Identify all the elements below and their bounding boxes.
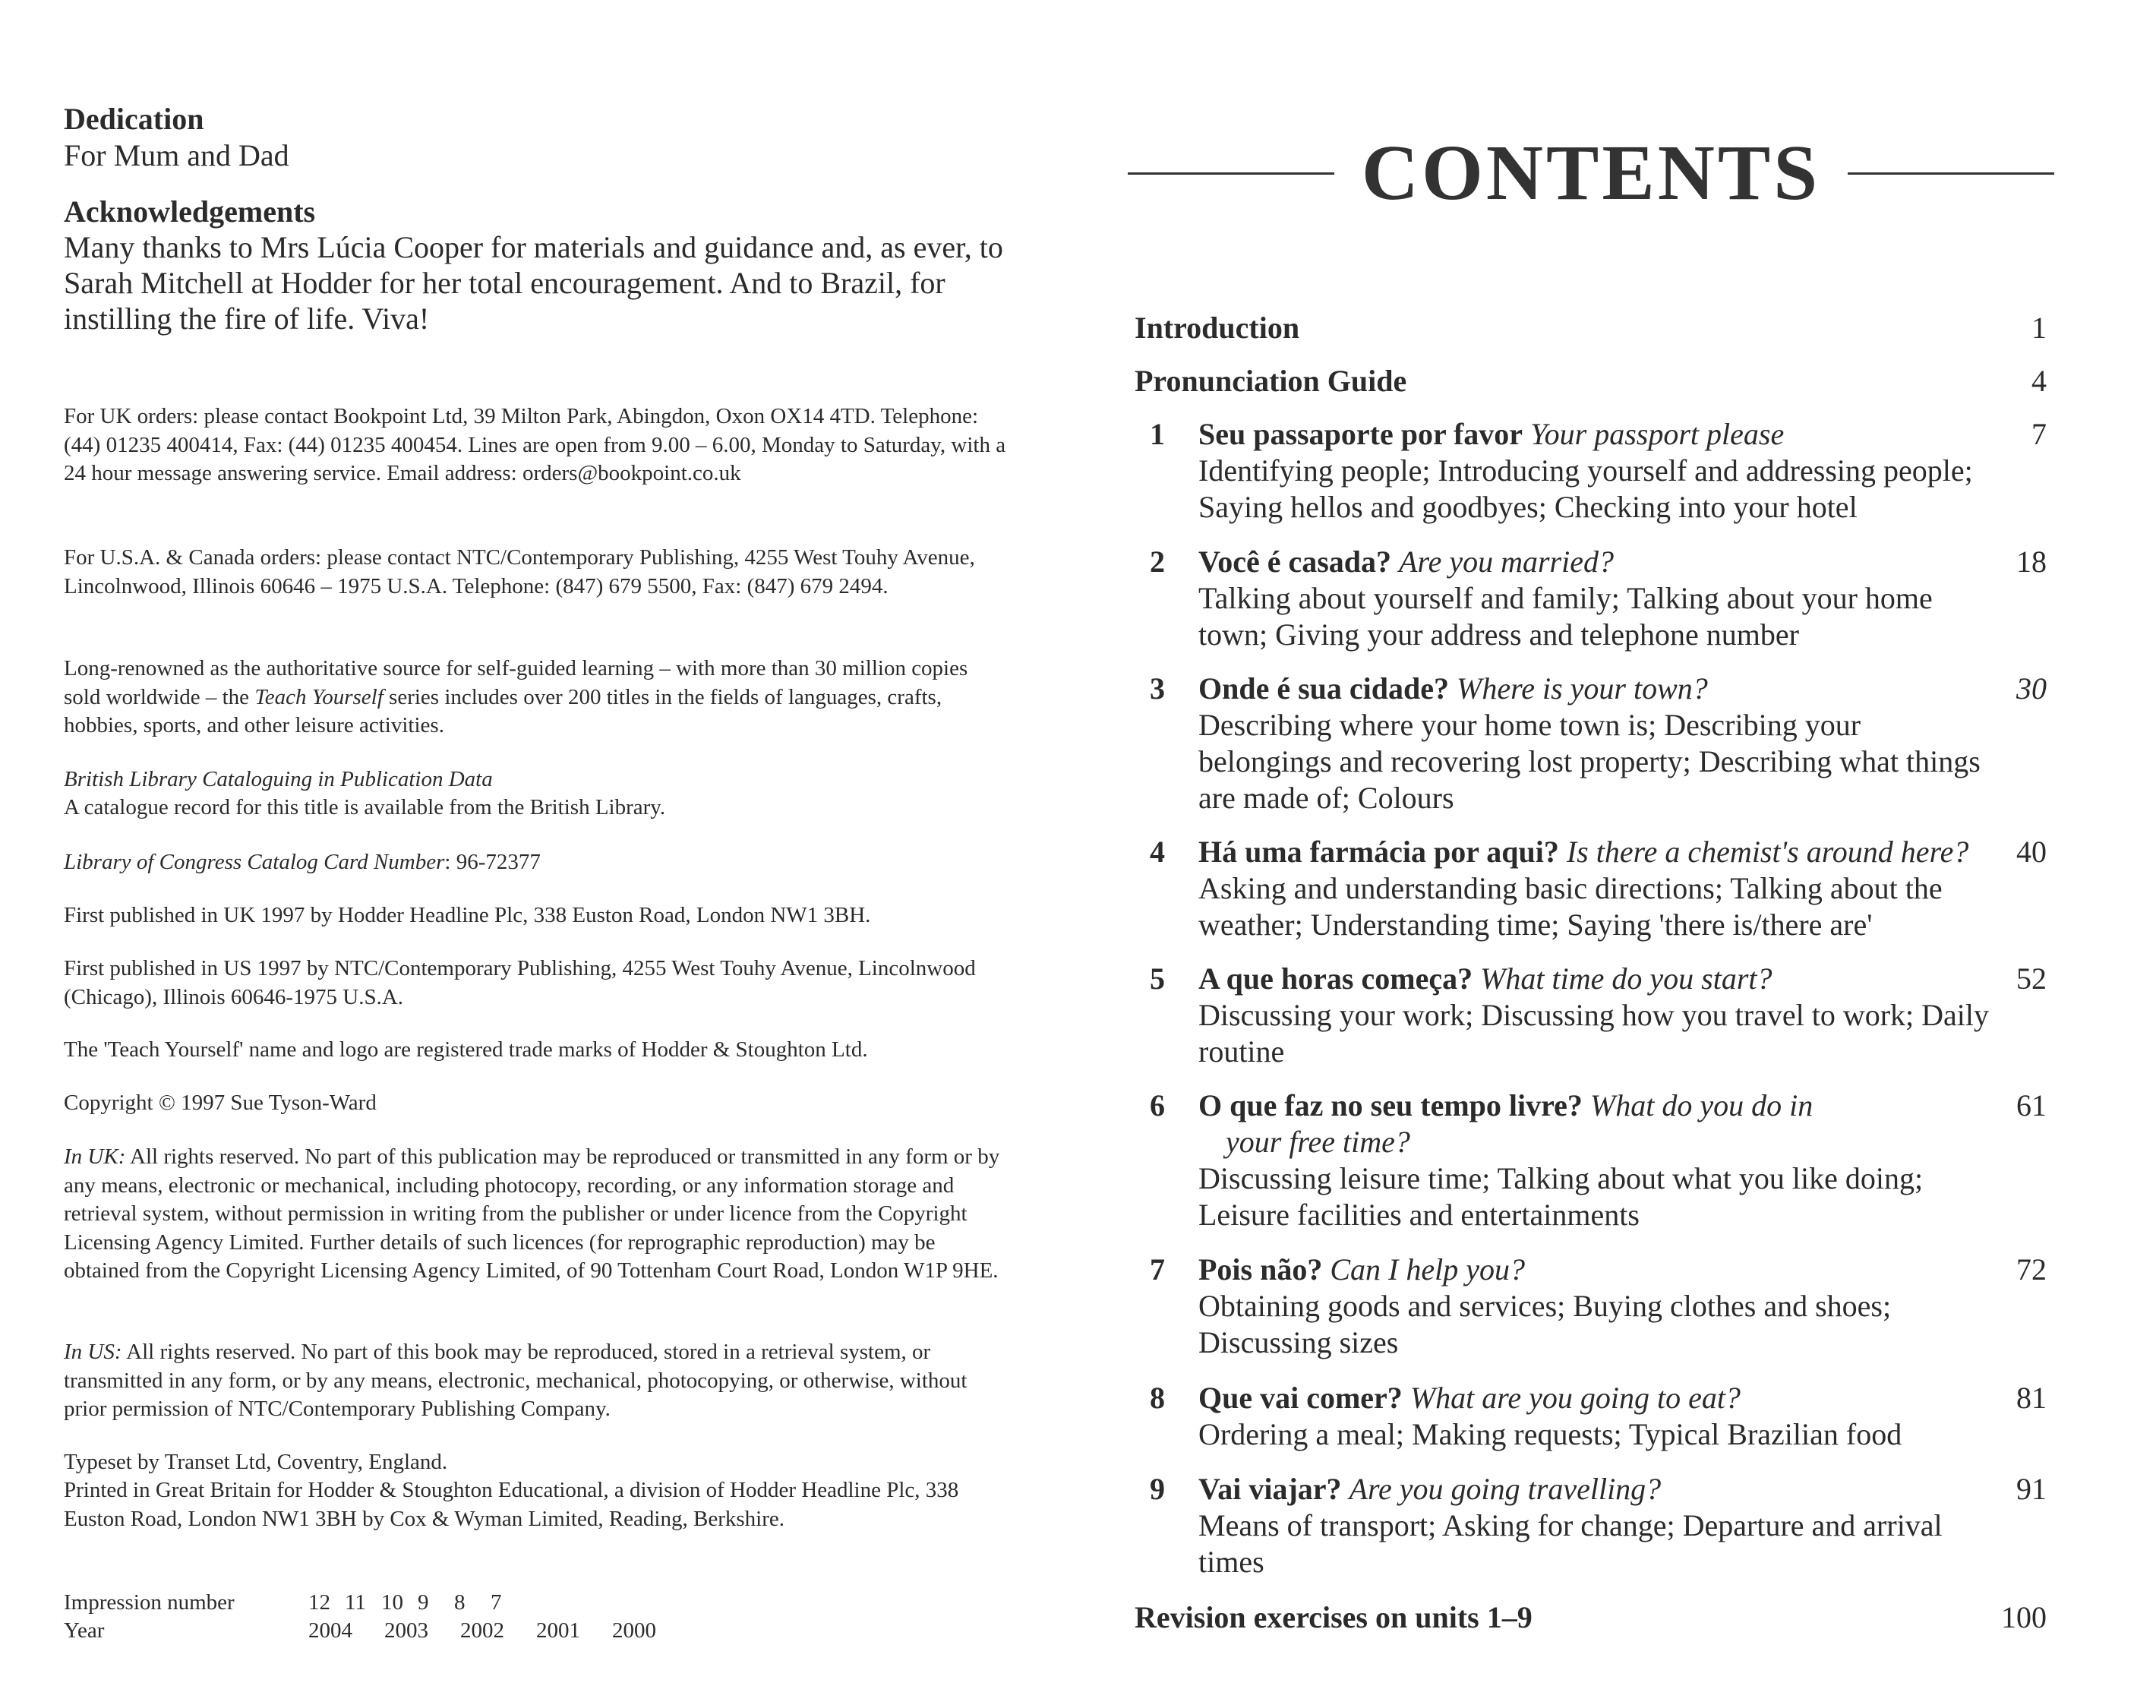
impression-year: 2002 [460,1618,504,1643]
unit-title-english: Can I help you? [1330,1252,1525,1287]
unit-body [1198,1380,1993,1453]
unit-number: 7 [1150,1252,1165,1287]
toc-page-number: 7 [2031,417,2047,451]
impression-number: 12 [308,1590,330,1615]
us-rights-paragraph [64,1338,1009,1424]
toc-page-number: 18 [2016,545,2047,579]
unit-title-portuguese: Você é casada? [1198,545,1392,579]
unit-description: Means of transport; Asking for change; Departure and arrival times [1198,1508,1943,1579]
year-label: Year [64,1618,105,1643]
series-paragraph [64,655,1009,740]
unit-description: Ordering a meal; Making requests; Typical Brazilian food [1198,1417,1902,1451]
copyright-line: Copyright © 1997 Sue Tyson-Ward [64,1091,377,1115]
uk-rights-label: In UK: [64,1144,126,1169]
impression-number: 8 [454,1590,466,1615]
british-library-text: A catalogue record for this title is available from the British Library. [64,795,666,819]
unit-title-portuguese: Pois não? [1198,1252,1323,1287]
toc-page-number: 40 [2016,835,2047,869]
trademark-notice: The 'Teach Yourself' name and logo are registered trade marks of Hodder & Stoughton Ltd. [64,1037,868,1062]
acknowledgements-heading: Acknowledgements [64,194,316,229]
uk-rights-text: All rights reserved. No part of this publication may be reproduced or transmitted in any form or by any means, electronic or mechanical, including photocopy, recording, or any information storage and retrieval system, without permission in writing from the publisher or under licence from the Copyright Licensing Agency Limited. Further details of such licences (for reprographic reproduction) may be obtained from the Copyright Licensing Agency Limited, of 90 Tottenham Court Road, London W1P 9HE. [64,1144,1000,1283]
unit-number: 8 [1150,1381,1165,1415]
unit-title-portuguese: Onde é sua cidade? [1198,671,1450,706]
unit-body [1198,1252,1993,1361]
unit-body [1198,416,1993,526]
dedication-heading: Dedication [64,102,204,136]
toc-unit-4[interactable] [1135,834,2047,943]
toc-page-number: 72 [2016,1252,2047,1287]
unit-body [1198,671,1993,816]
series-text-b: series includes over 200 titles in the fields of languages, crafts, hobbies, sports, and other leisure activities. [64,684,942,737]
impression-number: 11 [345,1590,366,1615]
acknowledgements-text: Many thanks to Mrs Lúcia Cooper for materials and guidance and, as ever, to Sarah Mitchell at Hodder for her total encouragement. And to Brazil, for instilling the fire of life. Viva! [64,230,1003,336]
unit-description: Describing where your home town is; Describing your belongings and recovering lost property; Describing what things are made of; Colours [1198,708,1981,815]
unit-body [1198,961,1993,1070]
toc-page-number: 61 [2016,1088,2047,1122]
toc-unit-1[interactable] [1135,416,2047,526]
unit-number: 6 [1150,1088,1165,1122]
uk-orders-paragraph: For UK orders: please contact Bookpoint Ltd, 39 Milton Park, Abingdon, Oxon OX14 4TD. Telephone: (44) 01235 400414, Fax: (44) 01235 400454. Lines are open from 9.00 – 6.00, Monday to Saturday, with a 24 hour message answering service. Email address: orders@bookpoint.co.uk [64,404,1006,485]
impression-label: Impression number [64,1590,235,1615]
impression-year: 2000 [612,1618,656,1643]
unit-body [1198,544,1993,653]
first-published-us: First published in US 1997 by NTC/Contemporary Publishing, 4255 West Touhy Avenue, Lincolnwood (Chicago), Illinois 60646-1975 U.S.A. [64,956,976,1009]
unit-title-english: Is there a chemist's around here? [1566,835,1969,869]
impression-number: 10 [381,1590,403,1615]
unit-title-english: Where is your town? [1457,671,1708,706]
unit-number: 9 [1150,1472,1165,1506]
series-text-a: Long-renowned as the authoritative source for self-guided learning – with more than 30 million copies sold worldwide – the [64,656,968,709]
impression-number: 7 [491,1590,502,1615]
unit-title-portuguese: Há uma farmácia por aqui? [1198,835,1559,869]
title-rule-right [1848,172,2054,175]
unit-description: Discussing leisure time; Talking about what you like doing; Leisure facilities and entertainments [1198,1161,1924,1232]
toc-entry-label: Revision exercises on units 1–9 [1135,1600,1533,1634]
unit-description: Discussing your work; Discussing how you travel to work; Daily routine [1198,998,1990,1069]
unit-title-english: Your passport please [1530,417,1785,451]
toc-page-number: 100 [2001,1600,2047,1634]
unit-description: Identifying people; Introducing yourself and addressing people; Saying hellos and goodbyes; Checking into your hotel [1198,453,1973,524]
unit-title-english: Are you married? [1399,545,1614,579]
toc-entry-pronunciation[interactable] [1135,363,2047,399]
toc-entry-label: Introduction [1135,311,1300,345]
unit-body [1198,1471,1993,1580]
unit-title-english: What do you do in [1589,1088,1814,1122]
unit-body [1198,834,2047,943]
toc-entry-revision[interactable] [1135,1599,2047,1636]
unit-description: Obtaining goods and services; Buying clothes and shoes; Discussing sizes [1198,1289,1892,1359]
usa-orders-paragraph: For U.S.A. & Canada orders: please contact NTC/Contemporary Publishing, 4255 West Touhy Avenue, Lincolnwood, Illinois 60646 – 1975 U.S.A. Telephone: (847) 679 5500, Fax: (847) 679 2494. [64,545,975,598]
unit-number: 5 [1150,961,1165,996]
impression-table [64,1589,688,1645]
toc-unit-3[interactable] [1135,671,2047,816]
toc-unit-2[interactable] [1135,544,2047,653]
unit-title-portuguese: O que faz no seu tempo livre? [1198,1088,1583,1122]
typeset-line: Typeset by Transet Ltd, Coventry, England. [64,1450,448,1474]
unit-title-english: Are you going travelling? [1349,1472,1662,1506]
toc-unit-6[interactable] [1135,1088,2047,1233]
unit-number: 1 [1150,417,1165,451]
unit-title-portuguese: Seu passaporte por favor [1198,417,1523,451]
us-rights-text: All rights reserved. No part of this book may be reproduced, stored in a retrieval system, or transmitted in any form, or by any means, electronic, mechanical, photocopying, or otherwise, without prior permission of NTC/Contemporary Publishing Company. [64,1340,968,1421]
impression-year: 2004 [308,1618,352,1643]
impression-year: 2003 [384,1618,428,1643]
dedication-text: For Mum and Dad [64,138,289,172]
contents-heading: CONTENTS [1361,129,1821,216]
unit-title-english: What are you going to eat? [1409,1381,1741,1415]
unit-title-portuguese: A que horas começa? [1198,961,1473,996]
unit-title-portuguese: Vai viajar? [1198,1472,1342,1506]
title-rule-left [1128,172,1334,175]
toc-page-number: 81 [2016,1381,2047,1415]
impression-number: 9 [418,1590,429,1615]
unit-number: 4 [1150,835,1165,869]
printed-paragraph: Printed in Great Britain for Hodder & Stoughton Educational, a division of Hodder Headline Plc, 338 Euston Road, London NW1 3BH by Cox & Wyman Limited, Reading, Berkshire. [64,1478,959,1531]
contents-title [1128,128,2054,219]
loc-number [64,848,1009,877]
toc-entry-label: Pronunciation Guide [1135,364,1407,398]
unit-title-english: What time do you start? [1480,961,1772,996]
toc-page-number: 30 [2016,671,2047,706]
toc-unit-8[interactable] [1135,1380,2047,1453]
loc-label: Library of Congress Catalog Card Number [64,850,445,874]
unit-number: 3 [1150,671,1165,706]
british-library-heading: British Library Cataloguing in Publication Data [64,767,493,791]
toc-unit-9[interactable] [1135,1471,2047,1580]
uk-rights-paragraph [64,1143,1009,1286]
toc-page-number: 4 [2031,364,2047,398]
us-rights-label: In US: [64,1340,122,1364]
toc-page-number: 91 [2016,1472,2047,1506]
toc-unit-7[interactable] [1135,1252,2047,1361]
toc-unit-5[interactable] [1135,961,2047,1070]
impression-year: 2001 [536,1618,580,1643]
unit-title-portuguese: Que vai comer? [1198,1381,1403,1415]
loc-value: : 96-72377 [444,850,541,874]
first-published-uk: First published in UK 1997 by Hodder Headline Plc, 338 Euston Road, London NW1 3BH. [64,903,871,927]
unit-body [1198,1088,1993,1233]
unit-description: Asking and understanding basic directions; Talking about the weather; Understanding time; Saying 'there is/there are' [1198,871,1943,942]
unit-description: Talking about yourself and family; Talking about your home town; Giving your address and telephone number [1198,581,1933,652]
toc-entry-introduction[interactable] [1135,310,2047,346]
unit-title-english-continued: your free time? [1226,1125,1410,1159]
toc-page-number: 52 [2016,961,2047,996]
unit-number: 2 [1150,545,1165,579]
series-name: Teach Yourself [254,684,384,709]
toc-page-number: 1 [2031,311,2047,345]
